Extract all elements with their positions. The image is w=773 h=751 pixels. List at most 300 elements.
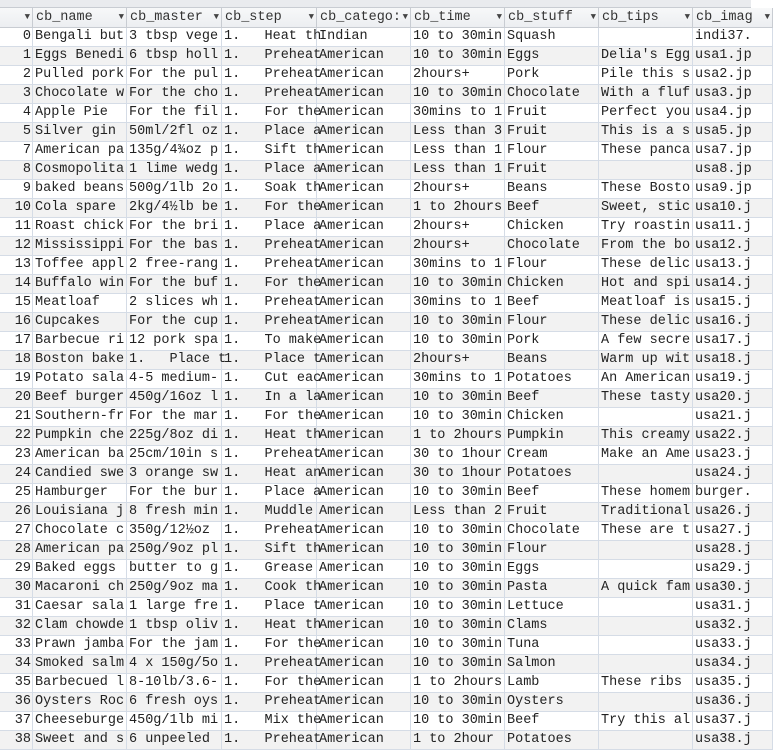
table-row[interactable] — [0, 617, 773, 636]
cell-cb-category[interactable]: American — [317, 47, 411, 65]
table-row[interactable] — [0, 522, 773, 541]
cell-cb-category[interactable]: American — [317, 674, 411, 692]
column-header-cb-image[interactable] — [693, 8, 773, 27]
cell-cb-name[interactable]: Candied swe — [33, 465, 127, 483]
cell-cb-name[interactable]: Cupcakes — [33, 313, 127, 331]
cell-cb-step[interactable]: 1. Sift th — [224, 143, 322, 158]
cell-cb-time[interactable]: 2hours+ — [411, 237, 505, 255]
cell-cb-time[interactable]: 10 to 30min — [411, 579, 505, 597]
cell-cb-category[interactable]: American — [317, 541, 411, 559]
cell-cb-stuff[interactable]: Fruit — [505, 161, 599, 179]
cell-cb-tips[interactable]: This is a s — [599, 123, 693, 141]
cell-cb-stuff[interactable]: Beans — [505, 180, 599, 198]
cell-cb-tips[interactable]: From the bo — [599, 237, 693, 255]
cell-cb-time[interactable]: 10 to 30min — [411, 28, 505, 46]
cell-cb-image[interactable]: usa28.j — [693, 541, 773, 559]
cell-cb-step[interactable]: 1. Place a — [224, 485, 322, 500]
cell-cb-step[interactable]: 1. Preheat — [224, 48, 322, 63]
cell-cb-category[interactable]: American — [317, 123, 411, 141]
cell-cb-stuff[interactable]: Potatoes — [505, 731, 599, 749]
cell-cb-time[interactable]: 10 to 30min — [411, 636, 505, 654]
cell-cb-time[interactable]: 10 to 30min — [411, 85, 505, 103]
column-header-cb-tips[interactable] — [599, 8, 693, 27]
cell-cb-name[interactable]: Potato sala — [33, 370, 127, 388]
cell-cb-tips[interactable]: A few secre — [599, 332, 693, 350]
cell-cb-category[interactable]: American — [317, 522, 411, 540]
cell-cb-image[interactable]: usa9.jp — [693, 180, 773, 198]
cell-cb-time[interactable]: 2hours+ — [411, 180, 505, 198]
cell-cb-time[interactable]: Less than 1 — [411, 161, 505, 179]
cell-cb-tips[interactable]: These Bosto — [599, 180, 693, 198]
cell-cb-category[interactable]: American — [317, 85, 411, 103]
dropdown-arrow-icon[interactable]: ▼ — [684, 12, 690, 22]
table-row[interactable] — [0, 85, 773, 104]
cell-cb-time[interactable]: 10 to 30min — [411, 655, 505, 673]
cell-cb-stuff[interactable]: Pork — [505, 66, 599, 84]
cell-cb-category[interactable]: American — [317, 484, 411, 502]
cell-cb-stuff[interactable]: Beef — [505, 294, 599, 312]
cell-cb-tips[interactable]: These tasty — [599, 389, 693, 407]
cell-cb-master[interactable]: 3 orange sw — [127, 465, 222, 483]
cell-cb-image[interactable]: usa19.j — [693, 370, 773, 388]
cell-cb-image[interactable]: usa10.j — [693, 199, 773, 217]
cell-cb-category[interactable]: American — [317, 712, 411, 730]
table-row[interactable] — [0, 712, 773, 731]
cell-cb-time[interactable]: Less than 2 — [411, 503, 505, 521]
cell-cb-master[interactable]: For the cup — [127, 313, 222, 331]
cell-cb-time[interactable]: 30mins to 1 — [411, 294, 505, 312]
cell-cb-step[interactable]: 1. For the — [224, 409, 322, 424]
cell-cb-stuff[interactable]: Beef — [505, 389, 599, 407]
cell-cb-image[interactable]: usa32.j — [693, 617, 773, 635]
cell-cb-category[interactable]: American — [317, 427, 411, 445]
cell-cb-category[interactable]: American — [317, 180, 411, 198]
cell-cb-stuff[interactable]: Beef — [505, 712, 599, 730]
cell-cb-tips[interactable]: Perfect you — [599, 104, 693, 122]
cell-cb-tips[interactable]: Warm up wit — [599, 351, 693, 369]
cell-cb-image[interactable]: usa35.j — [693, 674, 773, 692]
cell-cb-step[interactable]: 1. In a la — [224, 390, 322, 405]
cell-cb-category[interactable]: American — [317, 370, 411, 388]
cell-cb-master[interactable]: For the fil — [127, 104, 222, 122]
dropdown-arrow-icon[interactable]: ▼ — [213, 12, 219, 22]
cell-cb-tips[interactable]: These panca — [599, 142, 693, 160]
cell-cb-image[interactable]: usa37.j — [693, 712, 773, 730]
cell-cb-time[interactable]: 2hours+ — [411, 218, 505, 236]
cell-cb-image[interactable]: usa26.j — [693, 503, 773, 521]
table-row[interactable] — [0, 28, 773, 47]
cell-cb-image[interactable]: usa12.j — [693, 237, 773, 255]
table-row[interactable] — [0, 674, 773, 693]
cell-cb-image[interactable]: usa7.jp — [693, 142, 773, 160]
cell-cb-step[interactable]: 1. Cut eac — [224, 371, 322, 386]
table-row[interactable] — [0, 199, 773, 218]
column-header-cb-time[interactable] — [411, 8, 505, 27]
table-row[interactable] — [0, 503, 773, 522]
cell-cb-name[interactable]: Pulled pork — [33, 66, 127, 84]
cell-cb-image[interactable]: usa16.j — [693, 313, 773, 331]
dropdown-arrow-icon[interactable]: ▼ — [402, 12, 408, 22]
dropdown-arrow-icon[interactable]: ▼ — [764, 12, 770, 22]
cell-cb-master[interactable]: 250g/9oz pl — [127, 541, 222, 559]
cell-cb-master[interactable]: 1 lime wedg — [127, 161, 222, 179]
cell-cb-master[interactable]: butter to g — [127, 560, 222, 578]
cell-cb-tips[interactable]: With a fluf — [599, 85, 693, 103]
cell-cb-master[interactable]: 6 unpeeled — [127, 731, 222, 749]
cell-cb-tips[interactable]: Meatloaf is — [599, 294, 693, 312]
cell-cb-name[interactable]: Silver gin — [33, 123, 127, 141]
cell-cb-tips[interactable] — [599, 560, 693, 578]
dropdown-arrow-icon[interactable]: ▼ — [590, 12, 596, 22]
cell-cb-tips[interactable] — [599, 541, 693, 559]
cell-cb-tips[interactable]: Pile this s — [599, 66, 693, 84]
cell-cb-master[interactable]: 4-5 medium- — [127, 370, 222, 388]
table-row[interactable] — [0, 161, 773, 180]
cell-cb-tips[interactable]: Hot and spi — [599, 275, 693, 293]
cell-cb-image[interactable]: usa30.j — [693, 579, 773, 597]
cell-cb-step[interactable]: 1. For the — [224, 200, 322, 215]
cell-cb-step[interactable]: 1. For the — [224, 637, 322, 652]
cell-cb-time[interactable]: 1 to 2hours — [411, 199, 505, 217]
table-row[interactable] — [0, 294, 773, 313]
cell-cb-tips[interactable]: These homem — [599, 484, 693, 502]
table-row[interactable] — [0, 332, 773, 351]
table-row[interactable] — [0, 142, 773, 161]
cell-cb-name[interactable]: Toffee appl — [33, 256, 127, 274]
cell-cb-tips[interactable] — [599, 161, 693, 179]
cell-cb-name[interactable]: Clam chowde — [33, 617, 127, 635]
cell-cb-tips[interactable]: Delia's Egg — [599, 47, 693, 65]
cell-cb-master[interactable]: For the bas — [127, 237, 222, 255]
cell-cb-image[interactable]: usa4.jp — [693, 104, 773, 122]
cell-cb-category[interactable]: Indian — [317, 28, 411, 46]
cell-cb-stuff[interactable]: Flour — [505, 256, 599, 274]
cell-cb-step[interactable]: 1. Preheat — [224, 86, 322, 101]
cell-cb-stuff[interactable]: Clams — [505, 617, 599, 635]
cell-cb-time[interactable]: 10 to 30min — [411, 617, 505, 635]
cell-cb-category[interactable]: American — [317, 560, 411, 578]
cell-cb-master[interactable]: 500g/1lb 2o — [127, 180, 222, 198]
cell-cb-master[interactable]: For the cho — [127, 85, 222, 103]
cell-cb-name[interactable]: American ba — [33, 446, 127, 464]
cell-cb-tips[interactable] — [599, 731, 693, 749]
cell-cb-image[interactable]: usa2.jp — [693, 66, 773, 84]
dropdown-arrow-icon[interactable]: ▼ — [496, 12, 502, 22]
cell-cb-tips[interactable] — [599, 598, 693, 616]
cell-cb-stuff[interactable]: Chicken — [505, 275, 599, 293]
cell-cb-step[interactable]: 1. Sift th — [224, 542, 322, 557]
cell-cb-time[interactable]: 10 to 30min — [411, 389, 505, 407]
cell-cb-image[interactable]: indi37. — [693, 28, 773, 46]
cell-cb-tips[interactable]: Try this al — [599, 712, 693, 730]
cell-cb-tips[interactable] — [599, 465, 693, 483]
column-header-cb-master[interactable] — [127, 8, 222, 27]
cell-cb-time[interactable]: 10 to 30min — [411, 313, 505, 331]
cell-cb-time[interactable]: 10 to 30min — [411, 408, 505, 426]
table-row[interactable] — [0, 237, 773, 256]
cell-cb-step[interactable]: 1. Place t — [224, 352, 322, 367]
cell-cb-tips[interactable]: Try roastin — [599, 218, 693, 236]
column-header-index[interactable] — [0, 8, 33, 27]
cell-cb-name[interactable]: Beef burger — [33, 389, 127, 407]
cell-cb-master[interactable]: 1. Place t — [129, 352, 227, 367]
cell-cb-image[interactable]: usa3.jp — [693, 85, 773, 103]
cell-cb-time[interactable]: 30 to 1hour — [411, 465, 505, 483]
table-row[interactable] — [0, 655, 773, 674]
cell-cb-step[interactable]: 1. Heat an — [224, 466, 322, 481]
cell-cb-name[interactable]: Chocolate c — [33, 522, 127, 540]
dropdown-arrow-icon[interactable]: ▼ — [118, 12, 124, 22]
cell-cb-step[interactable]: 1. Grease — [222, 560, 317, 578]
cell-cb-name[interactable]: Caesar sala — [33, 598, 127, 616]
cell-cb-time[interactable]: 10 to 30min — [411, 712, 505, 730]
cell-cb-tips[interactable]: These delic — [599, 313, 693, 331]
cell-cb-step[interactable]: 1. Place a — [224, 162, 322, 177]
cell-cb-time[interactable]: 30mins to 1 — [411, 104, 505, 122]
table-row[interactable] — [0, 579, 773, 598]
cell-cb-stuff[interactable]: Beans — [505, 351, 599, 369]
table-row[interactable] — [0, 598, 773, 617]
table-row[interactable] — [0, 446, 773, 465]
cell-cb-stuff[interactable]: Potatoes — [505, 465, 599, 483]
cell-cb-name[interactable]: Eggs Benedi — [33, 47, 127, 65]
cell-cb-tips[interactable] — [599, 408, 693, 426]
cell-cb-stuff[interactable]: Pork — [505, 332, 599, 350]
cell-cb-master[interactable]: 2 free-rang — [127, 256, 222, 274]
cell-cb-name[interactable]: Sweet and s — [33, 731, 127, 749]
cell-cb-stuff[interactable]: Flour — [505, 541, 599, 559]
cell-cb-category[interactable]: American — [317, 256, 411, 274]
table-row[interactable] — [0, 313, 773, 332]
cell-cb-stuff[interactable]: Chocolate — [505, 522, 599, 540]
cell-cb-time[interactable]: Less than 3 — [411, 123, 505, 141]
cell-cb-category[interactable]: American — [317, 465, 411, 483]
cell-cb-image[interactable]: usa17.j — [693, 332, 773, 350]
cell-cb-name[interactable]: Southern-fr — [33, 408, 127, 426]
dropdown-arrow-icon[interactable]: ▼ — [308, 12, 314, 22]
table-row[interactable] — [0, 541, 773, 560]
cell-cb-name[interactable]: Meatloaf — [33, 294, 127, 312]
cell-cb-name[interactable]: Smoked salm — [33, 655, 127, 673]
cell-cb-step[interactable]: 1. Heat th — [224, 618, 322, 633]
cell-cb-category[interactable]: American — [317, 655, 411, 673]
table-row[interactable] — [0, 66, 773, 85]
cell-cb-stuff[interactable]: Fruit — [505, 123, 599, 141]
cell-cb-step[interactable]: 1. Muddle — [222, 503, 317, 521]
cell-cb-step[interactable]: 1. Preheat — [224, 314, 322, 329]
cell-cb-step[interactable]: 1. Place a — [224, 124, 322, 139]
cell-cb-time[interactable]: 10 to 30min — [411, 47, 505, 65]
column-header-cb-category[interactable] — [317, 8, 411, 27]
cell-cb-category[interactable]: American — [317, 731, 411, 749]
cell-cb-master[interactable]: 450g/1lb mi — [127, 712, 222, 730]
cell-cb-stuff[interactable]: Salmon — [505, 655, 599, 673]
cell-cb-master[interactable]: 6 tbsp holl — [127, 47, 222, 65]
cell-cb-image[interactable]: usa5.jp — [693, 123, 773, 141]
cell-cb-tips[interactable] — [599, 693, 693, 711]
cell-cb-stuff[interactable]: Flour — [505, 142, 599, 160]
cell-cb-step[interactable]: 1. Preheat — [224, 67, 322, 82]
cell-cb-image[interactable]: usa33.j — [693, 636, 773, 654]
cell-cb-master[interactable]: 1 large fre — [127, 598, 222, 616]
cell-cb-tips[interactable] — [599, 617, 693, 635]
cell-cb-tips[interactable] — [599, 636, 693, 654]
cell-cb-name[interactable]: Apple Pie — [33, 104, 127, 122]
table-row[interactable] — [0, 408, 773, 427]
cell-cb-category[interactable]: American — [317, 598, 411, 616]
cell-cb-name[interactable]: Barbecued l — [33, 674, 127, 692]
cell-cb-step[interactable]: 1. For the — [224, 675, 322, 690]
cell-cb-image[interactable]: usa15.j — [693, 294, 773, 312]
cell-cb-image[interactable]: usa27.j — [693, 522, 773, 540]
table-row[interactable] — [0, 560, 773, 579]
cell-cb-master[interactable]: For the mar — [127, 408, 222, 426]
cell-cb-stuff[interactable]: Flour — [505, 313, 599, 331]
cell-cb-stuff[interactable]: Lamb — [505, 674, 599, 692]
cell-cb-image[interactable]: usa8.jp — [693, 161, 773, 179]
cell-cb-name[interactable]: American pa — [33, 142, 127, 160]
cell-cb-step[interactable]: 1. Heat th — [224, 428, 322, 443]
cell-cb-time[interactable]: 10 to 30min — [411, 484, 505, 502]
table-row[interactable] — [0, 389, 773, 408]
table-row[interactable] — [0, 484, 773, 503]
cell-cb-stuff[interactable]: Fruit — [505, 503, 599, 521]
cell-cb-image[interactable]: usa20.j — [693, 389, 773, 407]
cell-cb-step[interactable]: 1. Preheat — [224, 694, 322, 709]
cell-cb-category[interactable]: American — [317, 617, 411, 635]
table-row[interactable] — [0, 47, 773, 66]
cell-cb-time[interactable]: 10 to 30min — [411, 598, 505, 616]
cell-cb-time[interactable]: 10 to 30min — [411, 332, 505, 350]
cell-cb-stuff[interactable]: Chicken — [505, 218, 599, 236]
cell-cb-time[interactable]: 10 to 30min — [411, 541, 505, 559]
table-row[interactable] — [0, 465, 773, 484]
cell-cb-master[interactable]: 8-10lb/3.6- — [127, 674, 222, 692]
cell-cb-image[interactable]: burger. — [693, 484, 773, 502]
cell-cb-master[interactable]: 3 tbsp vege — [127, 28, 222, 46]
cell-cb-master[interactable]: 8 fresh min — [127, 503, 222, 521]
cell-cb-master[interactable]: 1 tbsp oliv — [127, 617, 222, 635]
cell-cb-image[interactable]: usa18.j — [693, 351, 773, 369]
cell-cb-category[interactable]: American — [317, 275, 411, 293]
cell-cb-image[interactable]: usa29.j — [693, 560, 773, 578]
cell-cb-master[interactable]: 450g/16oz l — [127, 389, 222, 407]
cell-cb-master[interactable]: 250g/9oz ma — [127, 579, 222, 597]
cell-cb-step[interactable]: 1. Preheat — [224, 447, 322, 462]
cell-cb-time[interactable]: 1 to 2hours — [411, 427, 505, 445]
cell-cb-master[interactable]: For the bri — [127, 218, 222, 236]
table-row[interactable] — [0, 180, 773, 199]
table-row[interactable] — [0, 636, 773, 655]
cell-cb-category[interactable]: American — [317, 332, 411, 350]
cell-cb-master[interactable]: 225g/8oz di — [127, 427, 222, 445]
cell-cb-image[interactable]: usa31.j — [693, 598, 773, 616]
table-row[interactable] — [0, 104, 773, 123]
cell-cb-category[interactable]: American — [317, 579, 411, 597]
cell-cb-master[interactable]: For the buf — [127, 275, 222, 293]
cell-cb-name[interactable]: Bengali but — [33, 28, 127, 46]
cell-cb-category[interactable]: American — [317, 161, 411, 179]
table-row[interactable] — [0, 218, 773, 237]
cell-cb-master[interactable]: 135g/4¾oz p — [127, 142, 222, 160]
table-row[interactable] — [0, 693, 773, 712]
cell-cb-stuff[interactable]: Chicken — [505, 408, 599, 426]
cell-cb-name[interactable]: American pa — [33, 541, 127, 559]
cell-cb-master[interactable]: 350g/12½oz — [127, 522, 222, 540]
cell-cb-master[interactable]: For the bur — [127, 484, 222, 502]
table-row[interactable] — [0, 351, 773, 370]
cell-cb-step[interactable]: 1. Mix the — [224, 713, 322, 728]
cell-cb-stuff[interactable]: Cream — [505, 446, 599, 464]
cell-cb-time[interactable]: 2hours+ — [411, 66, 505, 84]
cell-cb-category[interactable]: American — [317, 446, 411, 464]
cell-cb-name[interactable]: Oysters Roc — [33, 693, 127, 711]
cell-cb-stuff[interactable]: Eggs — [505, 560, 599, 578]
cell-cb-step[interactable]: 1. Place t — [224, 599, 322, 614]
cell-cb-category[interactable]: American — [317, 237, 411, 255]
cell-cb-stuff[interactable]: Fruit — [505, 104, 599, 122]
cell-cb-tips[interactable]: An American — [599, 370, 693, 388]
cell-cb-step[interactable]: 1. Preheat — [224, 238, 322, 253]
cell-cb-tips[interactable]: These delic — [599, 256, 693, 274]
cell-cb-tips[interactable]: These are t — [599, 522, 693, 540]
cell-cb-name[interactable]: Cosmopolita — [33, 161, 127, 179]
column-header-cb-stuff[interactable] — [505, 8, 599, 27]
cell-cb-time[interactable]: 10 to 30min — [411, 693, 505, 711]
cell-cb-time[interactable]: 1 to 2hours — [411, 674, 505, 692]
cell-cb-stuff[interactable]: Chocolate — [505, 237, 599, 255]
cell-cb-stuff[interactable]: Beef — [505, 199, 599, 217]
cell-cb-category[interactable]: American — [317, 66, 411, 84]
cell-cb-tips[interactable]: This creamy — [599, 427, 693, 445]
table-row[interactable] — [0, 256, 773, 275]
cell-cb-name[interactable]: Buffalo win — [33, 275, 127, 293]
cell-cb-category[interactable]: American — [317, 218, 411, 236]
table-row[interactable] — [0, 731, 773, 750]
cell-cb-category[interactable]: American — [317, 199, 411, 217]
cell-cb-name[interactable]: Cheeseburge — [33, 712, 127, 730]
cell-cb-image[interactable]: usa34.j — [693, 655, 773, 673]
cell-cb-master[interactable]: 25cm/10in s — [127, 446, 222, 464]
column-header-cb-name[interactable] — [33, 8, 127, 27]
cell-cb-category[interactable]: American — [317, 636, 411, 654]
cell-cb-master[interactable]: For the jam — [127, 636, 222, 654]
cell-cb-master[interactable]: 2 slices wh — [127, 294, 222, 312]
cell-cb-master[interactable]: 4 x 150g/5o — [127, 655, 222, 673]
cell-cb-name[interactable]: Boston bake — [33, 351, 127, 369]
cell-cb-stuff[interactable]: Tuna — [505, 636, 599, 654]
column-header-cb-step[interactable] — [222, 8, 317, 27]
cell-cb-stuff[interactable]: Beef — [505, 484, 599, 502]
cell-cb-name[interactable]: Louisiana j — [33, 503, 127, 521]
cell-cb-category[interactable]: American — [317, 313, 411, 331]
cell-cb-step[interactable]: 1. Soak th — [224, 181, 322, 196]
cell-cb-name[interactable]: Cola spare — [33, 199, 127, 217]
cell-cb-step[interactable]: 1. Cook th — [224, 580, 322, 595]
cell-cb-step[interactable]: 1. Preheat — [224, 523, 322, 538]
cell-cb-tips[interactable]: Sweet, stic — [599, 199, 693, 217]
cell-cb-name[interactable]: Prawn jamba — [33, 636, 127, 654]
cell-cb-name[interactable]: Barbecue ri — [33, 332, 127, 350]
cell-cb-time[interactable]: 30 to 1hour — [411, 446, 505, 464]
cell-cb-tips[interactable]: These ribs — [599, 674, 693, 692]
cell-cb-image[interactable]: usa24.j — [693, 465, 773, 483]
cell-cb-tips[interactable]: Make an Ame — [599, 446, 693, 464]
cell-cb-category[interactable]: American — [317, 389, 411, 407]
table-row[interactable] — [0, 123, 773, 142]
cell-cb-name[interactable]: Baked eggs — [33, 560, 127, 578]
cell-cb-master[interactable]: 50ml/2fl oz — [127, 123, 222, 141]
